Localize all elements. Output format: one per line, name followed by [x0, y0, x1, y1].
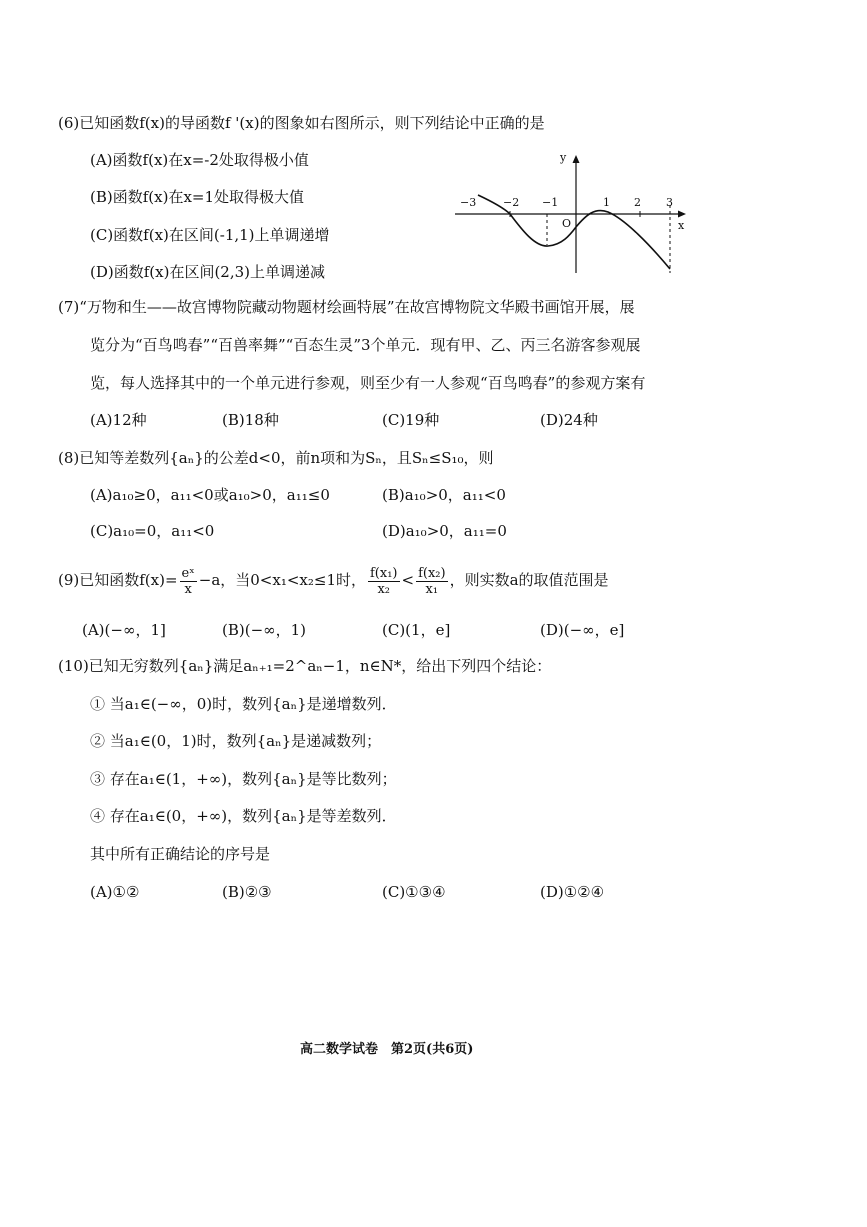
q9-rhs-denominator: x₁ — [425, 581, 439, 597]
q6-option-d: (D)函数f(x)在区间(2,3)上单调递减 — [90, 263, 326, 281]
q9-lhs-numerator: f(x₁) — [370, 565, 398, 581]
q10-statement-1: ① 当a₁∈(−∞，0)时，数列{aₙ}是递增数列． — [90, 695, 397, 713]
tick-label-neg2: −2 — [503, 196, 520, 209]
q10-statement-4: ④ 存在a₁∈(0，+∞)，数列{aₙ}是等差数列． — [90, 807, 397, 825]
q6-option-a: (A)函数f(x)在x=-2处取得极小值 — [90, 151, 309, 169]
q9-option-a: (A)(−∞，1] — [82, 621, 166, 639]
q9-condition: −a，当0<x₁<x₂≤1时， — [198, 571, 366, 589]
x-axis-arrow-icon — [678, 211, 686, 218]
q6-option-b: (B)函数f(x)在x=1处取得极大值 — [90, 188, 305, 206]
q7-stem-line-3: 览，每人选择其中的一个单元进行参观，则至少有一人参观“百鸟鸣春”的参观方案有 — [90, 374, 646, 392]
derivative-graph — [450, 145, 700, 285]
q9-rhs-numerator: f(x₂) — [418, 565, 446, 581]
q8-option-c: (C)a₁₀=0，a₁₁<0 — [90, 522, 215, 540]
tick-label-1: 1 — [603, 196, 610, 209]
q8-option-a: (A)a₁₀≥0，a₁₁<0或a₁₀>0，a₁₁≤0 — [90, 486, 330, 504]
origin-label: O — [562, 217, 572, 230]
x-axis-label: x — [678, 219, 685, 232]
q9-rhs-fraction — [416, 566, 448, 597]
page-footer: 高二数学试卷 第2页(共6页) — [300, 1042, 474, 1057]
q10-option-a: (A)①② — [90, 883, 140, 901]
q7-stem-line-2: 览分为“百鸟鸣春”“百兽率舞”“百态生灵”3个单元．现有甲、乙、丙三名游客参观展 — [90, 336, 641, 354]
q9-function-denominator: x — [184, 581, 192, 597]
q9-prefix: (9)已知函数f(x)= — [58, 571, 178, 589]
q10-option-c: (C)①③④ — [382, 883, 446, 901]
q10-statement-3: ③ 存在a₁∈(1，+∞)，数列{aₙ}是等比数列； — [90, 770, 397, 788]
q10-stem: (10)已知无穷数列{aₙ}满足aₙ₊₁=2^aₙ−1，n∈N*，给出下列四个结论： — [58, 657, 552, 675]
q7-option-c: (C)19种 — [382, 411, 440, 429]
q6-stem: (6)已知函数f(x)的导函数f '(x)的图象如右图所示，则下列结论中正确的是 — [58, 114, 545, 132]
q9-function-fraction — [180, 566, 197, 597]
q7-stem-line-1: (7)“万物和生——故宫博物院藏动物题材绘画特展”在故宫博物院文华殿书画馆开展，展 — [58, 298, 635, 316]
q10-option-b: (B)②③ — [222, 883, 272, 901]
q7-option-a: (A)12种 — [90, 411, 147, 429]
q9-function-numerator: eˣ — [181, 565, 195, 581]
tick-label-2: 2 — [634, 196, 641, 209]
q10-option-d: (D)①②④ — [540, 883, 605, 901]
q10-prompt: 其中所有正确结论的序号是 — [90, 845, 271, 863]
q8-option-d: (D)a₁₀>0，a₁₁=0 — [382, 522, 507, 540]
q8-option-b: (B)a₁₀>0，a₁₁<0 — [382, 486, 506, 504]
tick-label-neg3: −3 — [460, 196, 477, 209]
q9-less-than: < — [401, 571, 415, 589]
q10-statement-2: ② 当a₁∈(0，1)时，数列{aₙ}是递减数列； — [90, 732, 382, 750]
y-axis-label: y — [560, 151, 567, 164]
tick-label-neg1: −1 — [542, 196, 559, 209]
q9-option-c: (C)(1，e] — [382, 621, 451, 639]
q8-stem: (8)已知等差数列{aₙ}的公差d<0，前n项和为Sₙ，且Sₙ≤S₁₀，则 — [58, 449, 494, 467]
q9-lhs-denominator: x₂ — [377, 581, 391, 597]
q9-suffix: ，则实数a的取值范围是 — [449, 571, 609, 589]
q7-option-d: (D)24种 — [540, 411, 598, 429]
y-axis-arrow-icon — [573, 155, 580, 163]
q9-option-b: (B)(−∞，1) — [222, 621, 307, 639]
q9-lhs-fraction — [368, 566, 400, 597]
tick-label-3: 3 — [666, 196, 673, 209]
q7-option-b: (B)18种 — [222, 411, 279, 429]
q9-stem — [58, 562, 609, 598]
q9-option-d: (D)(−∞，e] — [540, 621, 625, 639]
q6-option-c: (C)函数f(x)在区间(-1,1)上单调递增 — [90, 226, 330, 244]
